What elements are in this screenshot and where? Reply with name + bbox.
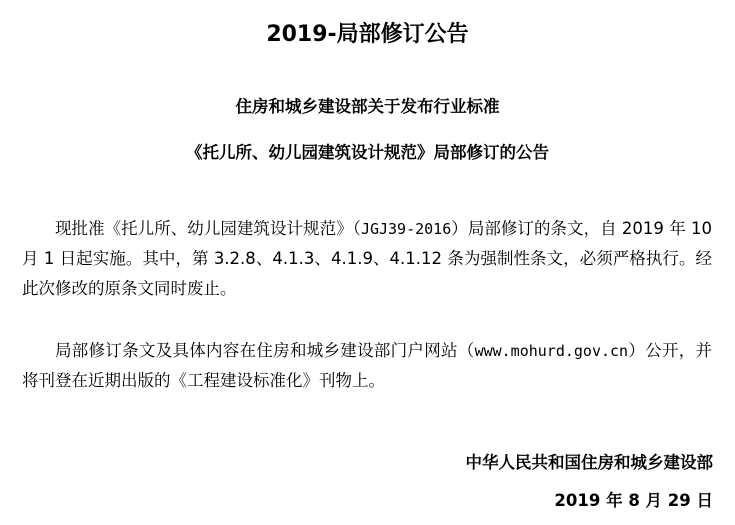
- issue-date: 2019 年 8 月 29 日: [554, 491, 713, 510]
- issuing-authority: 中华人民共和国住房和城乡建设部: [465, 453, 713, 472]
- body-paragraph-2: [22, 336, 712, 396]
- paragraph2-text-a: 局部修订条文及具体内容在住房和城乡建设部门户网站（: [55, 341, 475, 360]
- document-title: 2019-局部修订公告: [266, 22, 469, 47]
- paragraph1-text-a: 现批准《托儿所、幼儿园建筑设计规范》（: [55, 219, 361, 238]
- announcement-subtitle-line2: 《托儿所、幼儿园建筑设计规范》局部修订的公告: [186, 143, 549, 162]
- body-paragraph-1: [22, 214, 712, 304]
- paragraph1-text-b: ）局部修订的条文，自 2019 年 10 月 1 日起实施。其中，第 3.2.8、4.1.3、4.1.9、4.1.12 条为强制性条文，必须严格执行。经此次修改的原条文同时废止。: [22, 219, 713, 298]
- announcement-subtitle-line1: 住房和城乡建设部关于发布行业标准: [235, 97, 500, 116]
- paragraph2-text-b: ）公开，并将刊登在近期出版的《工程建设标准化》刊物上。: [22, 341, 713, 390]
- standard-code: JGJ39-2016: [360, 220, 452, 238]
- website-url: www.mohurd.gov.cn: [474, 342, 629, 360]
